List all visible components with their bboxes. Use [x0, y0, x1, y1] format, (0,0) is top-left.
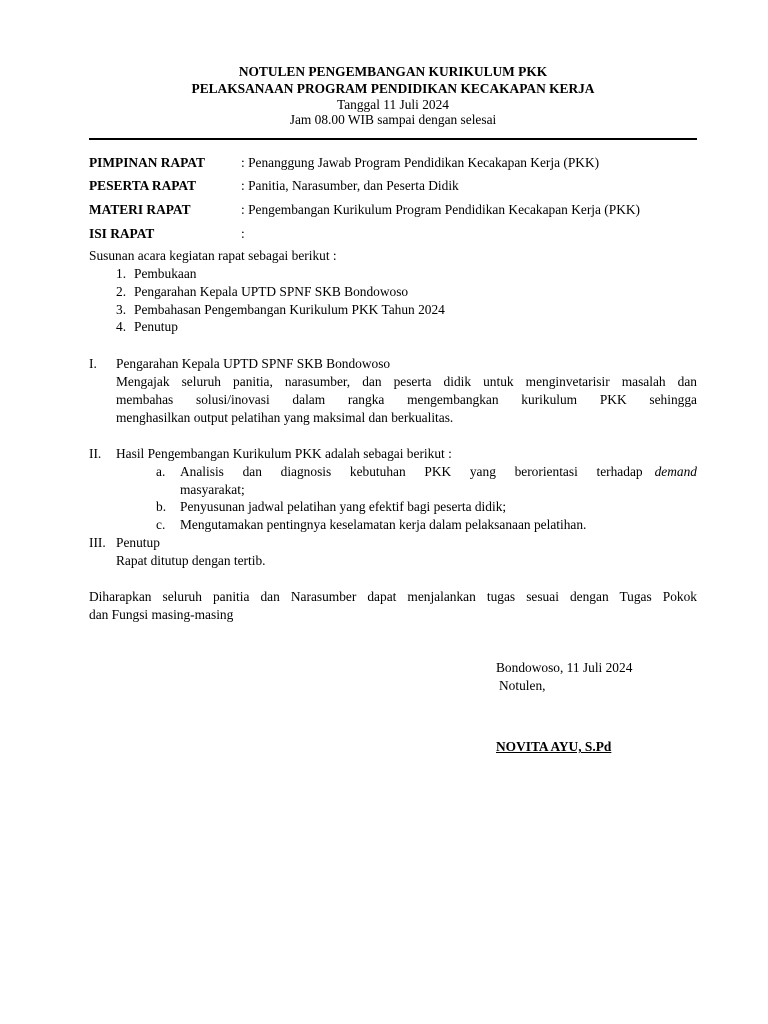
agenda-item-text: Pembukaan — [134, 266, 197, 281]
document-title: NOTULEN PENGEMBANGAN KURIKULUM PKK — [238, 64, 548, 79]
closing-line: dan Fungsi masing-masing — [89, 607, 234, 622]
sublist-letter: c. — [156, 517, 166, 532]
sublist-item-emphasis: demand — [654, 464, 697, 479]
section-body-line: Mengajak seluruh panitia, narasumber, dan peserta didik untuk menginvetarisir masalah dan — [116, 374, 697, 389]
info-label-materi: MATERI RAPAT — [89, 202, 191, 217]
section-heading: Penutup — [116, 535, 160, 550]
info-label-isi: ISI RAPAT — [89, 226, 155, 241]
info-value-peserta: : Panitia, Narasumber, dan Peserta Didik — [241, 178, 459, 193]
sublist-item-continuation: masyarakat; — [180, 482, 245, 497]
agenda-item-number: 4. — [116, 319, 127, 334]
document-subtitle: PELAKSANAAN PROGRAM PENDIDIKAN KECAKAPAN KERJA — [191, 81, 595, 96]
signature-place-date: Bondowoso, 11 Juli 2024 — [496, 660, 633, 675]
sublist-item-text: Penyusunan jadwal pelatihan yang efektif bagi peserta didik; — [180, 499, 507, 514]
agenda-intro: Susunan acara kegiatan rapat sebagai berikut : — [89, 248, 337, 263]
section-body-line: menghasilkan output pelatihan yang maksimal dan berkualitas. — [116, 410, 454, 425]
agenda-item-number: 1. — [116, 266, 127, 281]
document-time: Jam 08.00 WIB sampai dengan selesai — [289, 112, 497, 127]
sublist-letter: b. — [156, 499, 167, 514]
agenda-item-number: 3. — [116, 302, 127, 317]
document-date: Tanggal 11 Juli 2024 — [336, 97, 449, 112]
info-value-pimpinan: : Penanggung Jawab Program Pendidikan Kecakapan Kerja (PKK) — [241, 155, 600, 170]
agenda-item-number: 2. — [116, 284, 127, 299]
section-number: I. — [89, 356, 97, 371]
sublist-item-line — [180, 463, 697, 481]
info-label-pimpinan: PIMPINAN RAPAT — [89, 155, 205, 170]
agenda-item-text: Penutup — [134, 319, 178, 334]
signature-role: Notulen, — [499, 678, 546, 693]
signature-name: NOVITA AYU, S.Pd — [496, 739, 612, 754]
section-heading: Hasil Pengembangan Kurikulum PKK adalah sebagai berikut : — [116, 446, 452, 461]
agenda-item-text: Pengarahan Kepala UPTD SPNF SKB Bondowoso — [134, 284, 409, 299]
section-heading: Pengarahan Kepala UPTD SPNF SKB Bondowoso — [116, 356, 391, 371]
agenda-item-text: Pembahasan Pengembangan Kurikulum PKK Tahun 2024 — [134, 302, 445, 317]
info-value-materi: : Pengembangan Kurikulum Program Pendidikan Kecakapan Kerja (PKK) — [241, 202, 641, 217]
sublist-letter: a. — [156, 464, 166, 479]
sublist-item-text: Mengutamakan pentingnya keselamatan kerja dalam pelaksanaan pelatihan. — [180, 517, 587, 532]
info-label-peserta: PESERTA RAPAT — [89, 178, 197, 193]
info-value-isi: : — [241, 226, 245, 241]
section-number: III. — [89, 535, 106, 550]
header-divider — [89, 138, 697, 140]
section-number: II. — [89, 446, 102, 461]
closing-line: Diharapkan seluruh panitia dan Narasumber dapat menjalankan tugas sesuai dengan Tugas Pokok — [89, 589, 697, 604]
section-body-line: Rapat ditutup dengan tertib. — [116, 553, 266, 568]
sublist-item-text: Analisis dan diagnosis kebutuhan PKK yang berorientasi terhadap — [180, 464, 643, 479]
section-body-line: membahas solusi/inovasi dalam rangka mengembangkan kurikulum PKK sehingga — [116, 392, 697, 407]
